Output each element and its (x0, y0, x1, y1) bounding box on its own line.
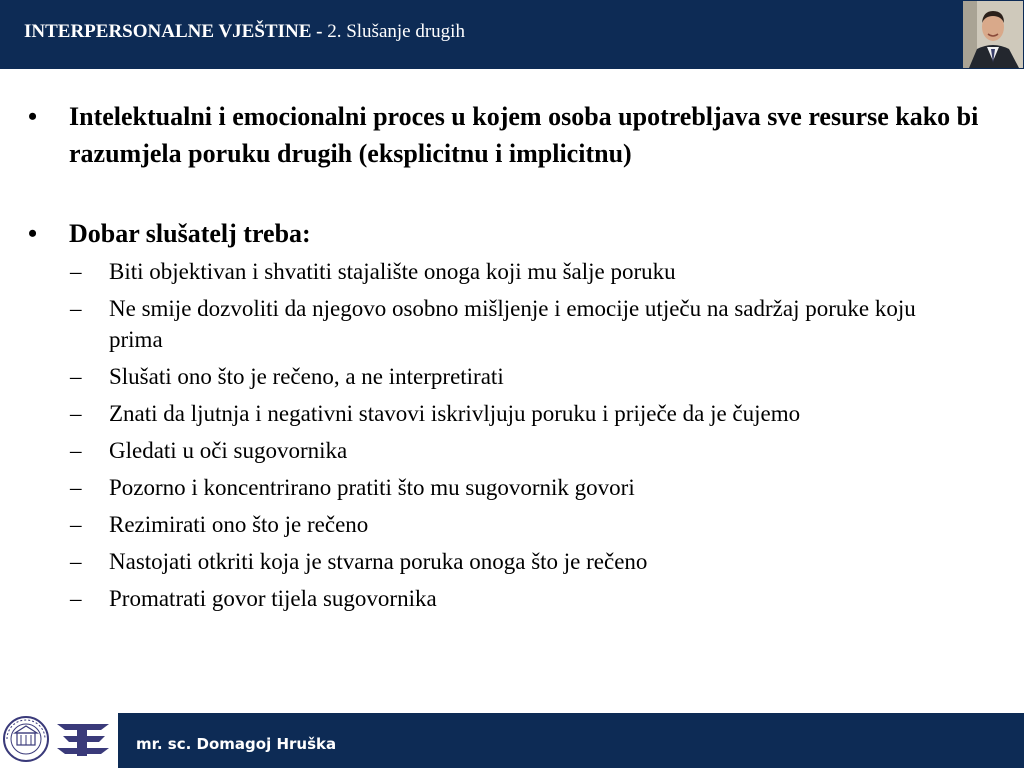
bullet-dot: • (28, 102, 38, 131)
spacer (0, 172, 1024, 215)
title-main: INTERPERSONALNE VJEŠTINE - (24, 21, 328, 42)
bullet-good-listener (0, 215, 979, 252)
slide-title (24, 21, 465, 43)
list-item-text: Nastojati otkriti koja je stvarna poruka onoga što je rečeno (109, 549, 648, 574)
list-item-text: Pozorno i koncentrirano pratiti što mu sugovornik govori (109, 475, 635, 500)
list-item (0, 435, 939, 466)
bullet-dot: • (28, 219, 38, 248)
list-item (0, 256, 939, 287)
header-bar (0, 0, 1024, 69)
list-dash: – (70, 549, 82, 574)
footer-author: mr. sc. Domagoj Hruška (136, 735, 337, 753)
list-item (0, 361, 939, 392)
list-item-text: Promatrati govor tijela sugovornika (109, 586, 437, 611)
list-dash: – (70, 259, 82, 284)
list-item-text: Biti objektivan i shvatiti stajalište onoga koji mu šalje poruku (109, 259, 676, 284)
list-dash: – (70, 438, 82, 463)
list-item-text: Gledati u oči sugovornika (109, 438, 348, 463)
slide-content (0, 98, 1024, 620)
list-dash: – (70, 512, 82, 537)
list-item-text: Znati da ljutnja i negativni stavovi iskrivljuju poruku i priječe da je čujemo (109, 401, 801, 426)
bullet-text: Dobar slušatelj treba: (69, 219, 311, 248)
presenter-photo (963, 1, 1023, 68)
list-item-text: Ne smije dozvoliti da njegovo osobno mišljenje i emocije utječu na sadržaj poruke koju prima (109, 296, 916, 352)
list-dash: – (70, 586, 82, 611)
list-item-text: Rezimirati ono što je rečeno (109, 512, 369, 537)
list-item (0, 546, 939, 577)
bullet-definition (0, 98, 979, 172)
list-dash: – (70, 401, 82, 426)
title-sub: 2. Slušanje drugih (327, 21, 465, 42)
list-dash: – (70, 364, 82, 389)
list-item (0, 583, 939, 614)
list-item (0, 398, 939, 429)
presenter-photo-graphic (963, 1, 1023, 68)
list-item (0, 293, 939, 355)
university-seal-icon (2, 715, 50, 763)
faculty-logo-icon (55, 722, 111, 758)
list-dash: – (70, 475, 82, 500)
list-item-text: Slušati ono što je rečeno, a ne interpretirati (109, 364, 504, 389)
list-item (0, 509, 939, 540)
list-item (0, 472, 939, 503)
bullet-text: Intelektualni i emocionalni proces u kojem osoba upotrebljava sve resurse kako bi razumjela poruku drugih (eksplicitnu i implicitnu) (69, 102, 979, 168)
list-dash: – (70, 296, 82, 321)
